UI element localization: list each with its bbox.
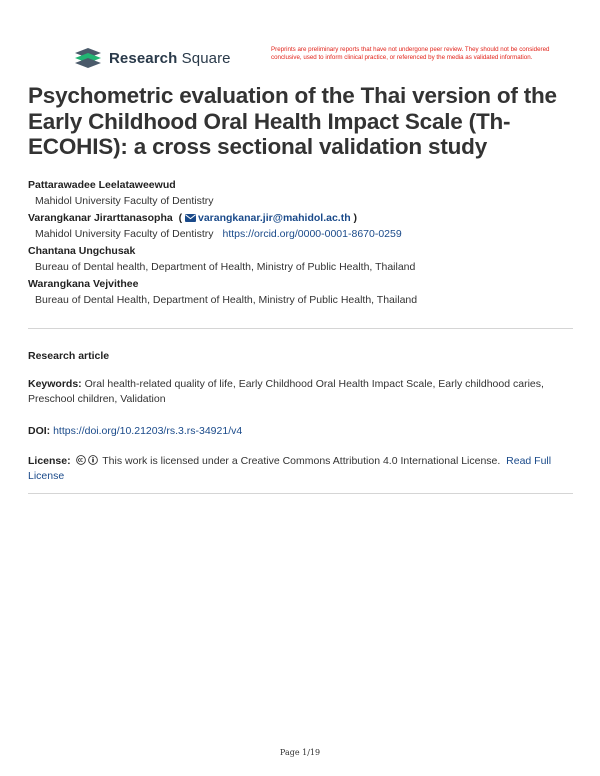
author-list <box>28 177 578 309</box>
article-type-label: Research article <box>28 350 110 362</box>
author-name: Pattarawadee Leelataweewud <box>28 179 176 191</box>
research-square-logo[interactable] <box>74 47 231 69</box>
keywords <box>28 377 576 407</box>
doi-label: DOI: <box>28 425 51 437</box>
author-affiliation: Mahidol University Faculty of Dentistry <box>35 195 214 207</box>
divider <box>28 493 573 494</box>
license-label: License: <box>28 455 71 467</box>
license-text: This work is licensed under a Creative Commons Attribution 4.0 International License. <box>102 455 501 467</box>
author-name: Varangkanar Jirarttanasopha <box>28 212 173 224</box>
creative-commons-icon <box>76 455 86 465</box>
author-affiliation: Bureau of Dental Health, Department of Health, Ministry of Public Health, Thailand <box>35 294 418 306</box>
license <box>28 454 576 484</box>
article-type <box>28 349 576 364</box>
author-name: Chantana Ungchusak <box>28 245 136 257</box>
orcid-link[interactable]: https://orcid.org/0000-0001-8670-0259 <box>222 228 402 240</box>
paper-title: Psychometric evaluation of the Thai version of the Early Childhood Oral Health Impact Scale (Th-ECOHIS): a cross sectional validation study <box>28 83 557 159</box>
author-name: Warangkana Vejvithee <box>28 278 139 290</box>
read-full-license-link[interactable]: Read Full License <box>28 455 552 482</box>
attribution-icon <box>88 455 98 465</box>
logo-wordmark: Research Square <box>109 49 231 67</box>
affiliation-text: Mahidol University Faculty of Dentistry <box>35 228 214 240</box>
keywords-label: Keywords: <box>28 378 82 390</box>
cc-icons <box>76 455 98 465</box>
author-email-link[interactable]: varangkanar.jir@mahidol.ac.th <box>198 212 351 224</box>
corresponding-author <box>28 210 578 226</box>
preprint-disclaimer: Preprints are preliminary reports that have not undergone peer review. They should not be considered conclusive, used to inform clinical practice, or referenced by the media as validated information. <box>271 46 550 61</box>
doi <box>28 424 576 439</box>
research-square-logo-icon <box>74 47 102 69</box>
doi-link[interactable]: https://doi.org/10.21203/rs.3.rs-34921/v4 <box>53 425 243 437</box>
keywords-text: Oral health-related quality of life, Early Childhood Oral Health Impact Scale, Early childhood caries, Preschool children, Validation <box>28 378 544 405</box>
author-affiliation <box>28 226 578 243</box>
envelope-icon <box>185 214 196 222</box>
divider <box>28 328 573 329</box>
page-number: Page 1/19 <box>279 748 321 757</box>
author-affiliation: Bureau of Dental health, Department of Health, Ministry of Public Health, Thailand <box>35 261 416 273</box>
author-email-group: ( varangkanar.jir@mahidol.ac.th ) <box>175 212 358 224</box>
